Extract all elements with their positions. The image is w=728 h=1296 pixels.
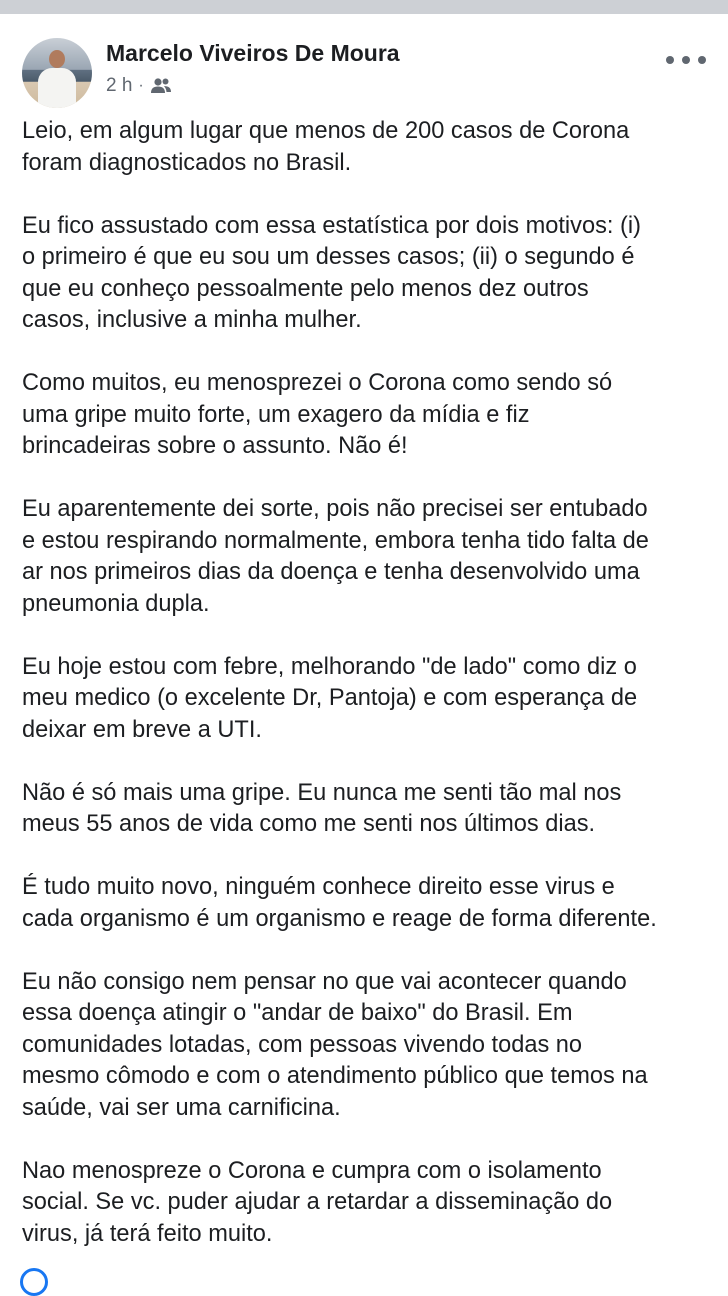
ellipsis-icon [682,56,690,64]
post-paragraph: Nao menospreze o Corona e cumpra com o isolamento social. Se vc. puder ajudar a retardar a disseminação do virus, já terá feito muito. [22,1157,613,1247]
post-paragraph: É tudo muito novo, ninguém conhece direito esse virus e cada organismo é um organismo e reage de forma diferente. [22,874,657,932]
ellipsis-icon [698,56,706,64]
avatar[interactable] [22,38,92,108]
avatar-head [49,50,65,68]
ellipsis-icon [666,56,674,64]
post-paragraph: Como muitos, eu menosprezei o Corona como sendo só uma gripe muito forte, um exagero da mídia e fiz brincadeiras sobre o assunto. Não é! [22,370,613,459]
meta-separator: · [138,77,144,94]
post-paragraph: Eu aparentemente dei sorte, pois não precisei ser entubado e estou respirando normalmente, embora tenha tido falta de ar nos primeiros dias da doença e tenha desenvolvido uma pneumonia dupla. [22,496,649,617]
friends-icon[interactable] [150,77,172,95]
post-paragraph: Não é só mais uma gripe. Eu nunca me senti tão mal nos meus 55 anos de vida como me senti nos últimos dias. [22,779,622,837]
reaction-icon[interactable] [20,1268,48,1296]
post-meta [106,74,172,98]
post-text [22,116,712,1282]
post-paragraph: Eu hoje estou com febre, melhorando "de lado" como diz o meu medico (o excelente Dr, Pantoja) e com esperança de deixar em breve a UTI. [22,653,638,743]
post-paragraph: Eu não consigo nem pensar no que vai acontecer quando essa doença atingir o "andar de baixo" do Brasil. Em comunidades lotadas, com pessoas vivendo todas no mesmo cômodo e com o atendimento público que temos na saúde, vai ser uma carnificina. [22,968,648,1121]
post-paragraph: Eu fico assustado com essa estatística por dois motivos: (i) o primeiro é que eu sou um desses casos; (ii) o segundo é que eu conheço pessoalmente pelo menos dez outros casos, inclusive a minha mulher. [22,212,641,333]
author-name[interactable]: Marcelo Viveiros De Moura [106,40,400,66]
post-header [0,14,728,114]
post-timestamp[interactable]: 2 h [106,75,133,96]
post-paragraph: Leio, em algum lugar que menos de 200 casos de Corona foram diagnosticados no Brasil. [22,118,630,176]
avatar-shirt [38,68,76,108]
more-options-button[interactable] [666,50,706,70]
top-divider [0,0,728,14]
